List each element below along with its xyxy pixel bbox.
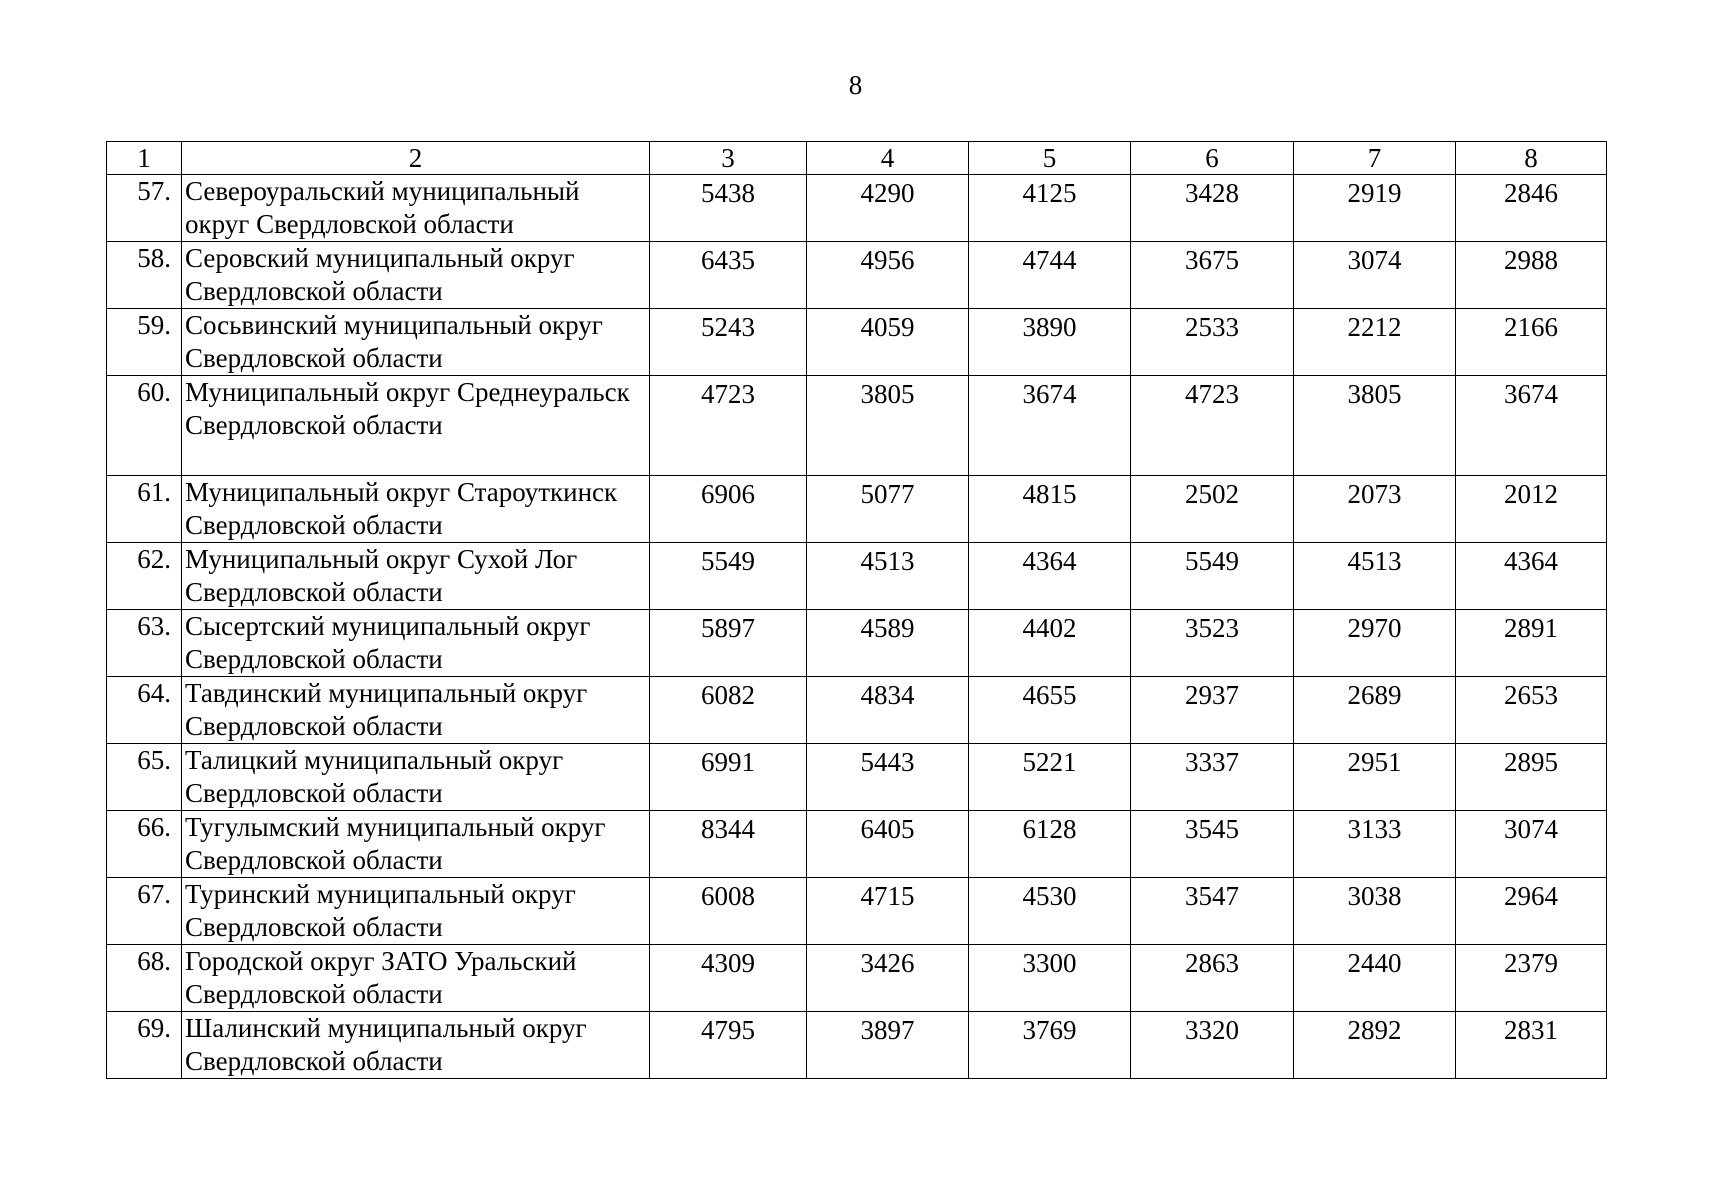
value-cell: 2937 [1131,677,1294,744]
row-number: 65. [107,744,182,811]
municipality-name: Шалинский муниципальный округ Свердловской области [182,1012,650,1079]
value-cell: 4513 [807,543,969,610]
value-cell: 4290 [807,175,969,242]
table-row [107,1012,1607,1079]
value-cell: 4723 [650,376,807,476]
value-cell: 2502 [1131,476,1294,543]
value-cell: 4402 [969,610,1131,677]
value-cell: 5221 [969,744,1131,811]
value-cell: 2964 [1456,878,1607,945]
municipality-name: Серовский муниципальный округ Свердловской области [182,242,650,309]
table-row [107,175,1607,242]
value-cell: 4795 [650,1012,807,1079]
table-row [107,242,1607,309]
value-cell: 3133 [1294,811,1456,878]
column-header-8: 8 [1456,142,1607,175]
municipality-name: Тугулымский муниципальный округ Свердловской области [182,811,650,878]
table-row [107,309,1607,376]
value-cell: 4956 [807,242,969,309]
value-cell: 5549 [650,543,807,610]
municipality-name: Городской округ ЗАТО Уральский Свердловской области [182,945,650,1012]
row-number: 61. [107,476,182,543]
row-number: 63. [107,610,182,677]
value-cell: 3547 [1131,878,1294,945]
value-cell: 2653 [1456,677,1607,744]
value-cell: 5549 [1131,543,1294,610]
value-cell: 6906 [650,476,807,543]
column-header-5: 5 [969,142,1131,175]
table-row [107,677,1607,744]
table-row [107,878,1607,945]
table-row [107,744,1607,811]
value-cell: 3074 [1294,242,1456,309]
table-row [107,543,1607,610]
value-cell: 4744 [969,242,1131,309]
page-number: 8 [848,70,863,100]
value-cell: 2533 [1131,309,1294,376]
value-cell: 4364 [1456,543,1607,610]
value-cell: 4834 [807,677,969,744]
value-cell: 3300 [969,945,1131,1012]
value-cell: 2012 [1456,476,1607,543]
column-header-4: 4 [807,142,969,175]
value-cell: 3074 [1456,811,1607,878]
value-cell: 4513 [1294,543,1456,610]
value-cell: 3038 [1294,878,1456,945]
column-header-6: 6 [1131,142,1294,175]
row-number: 58. [107,242,182,309]
value-cell: 2689 [1294,677,1456,744]
value-cell: 6405 [807,811,969,878]
row-number: 64. [107,677,182,744]
row-number: 59. [107,309,182,376]
municipality-name: Муниципальный округ Староуткинск Свердловской области [182,476,650,543]
row-number: 62. [107,543,182,610]
value-cell: 4364 [969,543,1131,610]
value-cell: 4530 [969,878,1131,945]
value-cell: 4589 [807,610,969,677]
column-header-1: 1 [107,142,182,175]
value-cell: 5077 [807,476,969,543]
value-cell: 4815 [969,476,1131,543]
column-header-2: 2 [182,142,650,175]
value-cell: 2970 [1294,610,1456,677]
municipality-name: Тавдинский муниципальный округ Свердловской области [182,677,650,744]
column-header-7: 7 [1294,142,1456,175]
table-row [107,811,1607,878]
value-cell: 6991 [650,744,807,811]
municipality-name: Североуральский муниципальный округ Свердловской области [182,175,650,242]
municipality-name: Сосьвинский муниципальный округ Свердловской области [182,309,650,376]
value-cell: 3428 [1131,175,1294,242]
value-cell: 3337 [1131,744,1294,811]
value-cell: 6008 [650,878,807,945]
value-cell: 2919 [1294,175,1456,242]
table-row [107,476,1607,543]
row-number: 57. [107,175,182,242]
row-number: 66. [107,811,182,878]
value-cell: 4059 [807,309,969,376]
row-number: 68. [107,945,182,1012]
value-cell: 2212 [1294,309,1456,376]
value-cell: 2895 [1456,744,1607,811]
value-cell: 2440 [1294,945,1456,1012]
value-cell: 4723 [1131,376,1294,476]
value-cell: 2846 [1456,175,1607,242]
value-cell: 5243 [650,309,807,376]
data-table [106,141,1607,1079]
value-cell: 6082 [650,677,807,744]
value-cell: 3897 [807,1012,969,1079]
municipality-name: Талицкий муниципальный округ Свердловской области [182,744,650,811]
value-cell: 2988 [1456,242,1607,309]
row-number: 69. [107,1012,182,1079]
value-cell: 5897 [650,610,807,677]
value-cell: 2379 [1456,945,1607,1012]
value-cell: 2166 [1456,309,1607,376]
value-cell: 6435 [650,242,807,309]
value-cell: 2863 [1131,945,1294,1012]
value-cell: 6128 [969,811,1131,878]
value-cell: 4655 [969,677,1131,744]
municipality-name: Муниципальный округ Сухой Лог Свердловской области [182,543,650,610]
municipality-name: Муниципальный округ Среднеуральск Свердловской области [182,376,650,476]
value-cell: 3426 [807,945,969,1012]
municipality-name: Туринский муниципальный округ Свердловской области [182,878,650,945]
value-cell: 4309 [650,945,807,1012]
value-cell: 4715 [807,878,969,945]
value-cell: 2831 [1456,1012,1607,1079]
value-cell: 3320 [1131,1012,1294,1079]
value-cell: 8344 [650,811,807,878]
value-cell: 2951 [1294,744,1456,811]
value-cell: 3674 [1456,376,1607,476]
header-row [107,142,1607,175]
row-number: 60. [107,376,182,476]
value-cell: 3675 [1131,242,1294,309]
value-cell: 2891 [1456,610,1607,677]
value-cell: 5438 [650,175,807,242]
column-header-3: 3 [650,142,807,175]
value-cell: 4125 [969,175,1131,242]
value-cell: 3805 [1294,376,1456,476]
value-cell: 3805 [807,376,969,476]
value-cell: 3523 [1131,610,1294,677]
value-cell: 3674 [969,376,1131,476]
value-cell: 3890 [969,309,1131,376]
value-cell: 3769 [969,1012,1131,1079]
table-row [107,945,1607,1012]
value-cell: 2073 [1294,476,1456,543]
value-cell: 5443 [807,744,969,811]
table-row [107,376,1607,476]
row-number: 67. [107,878,182,945]
value-cell: 3545 [1131,811,1294,878]
table-row [107,610,1607,677]
value-cell: 2892 [1294,1012,1456,1079]
municipality-name: Сысертский муниципальный округ Свердловской области [182,610,650,677]
